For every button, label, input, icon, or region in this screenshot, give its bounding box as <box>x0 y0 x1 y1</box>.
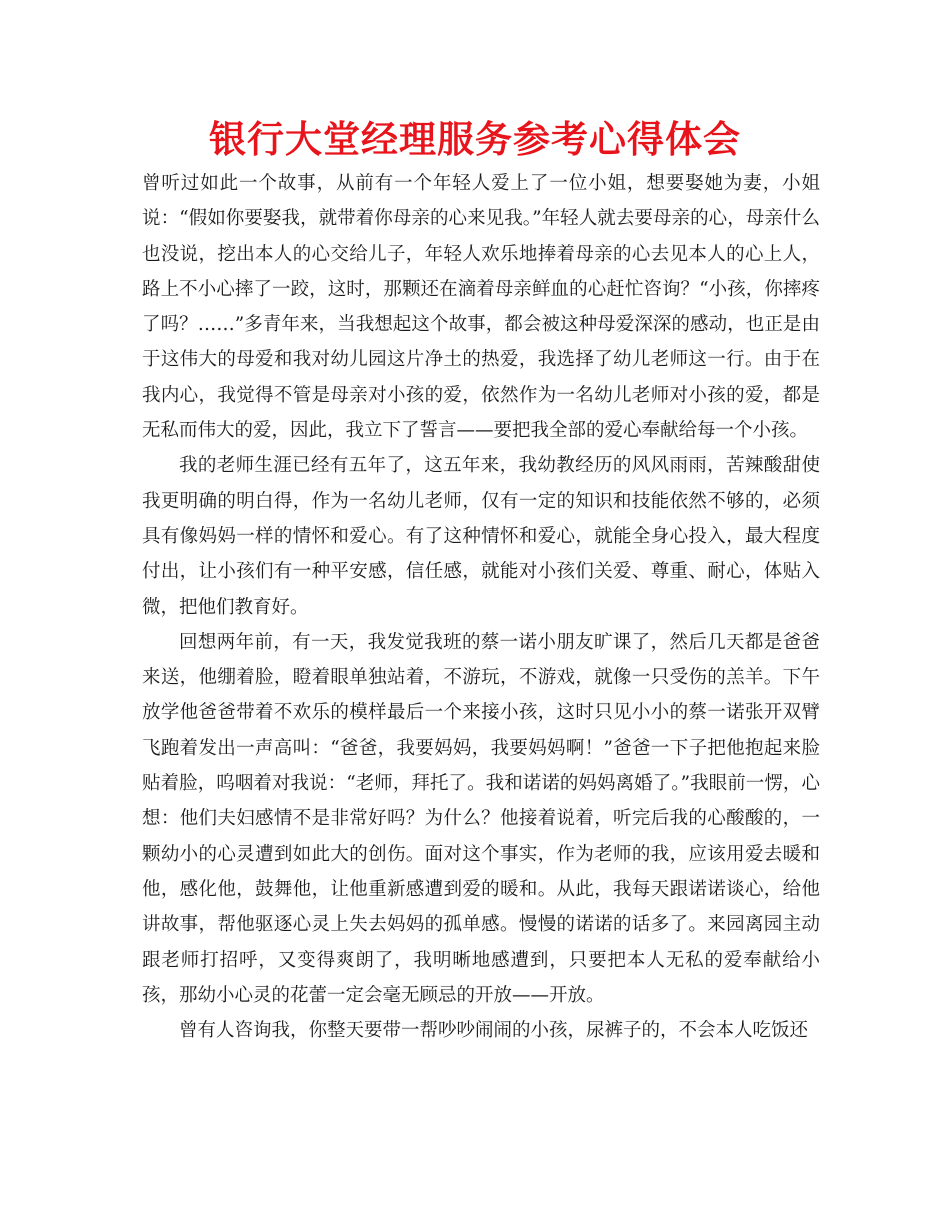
paragraph-1: 曾听过如此一个故事，从前有一个年轻人爱上了一位小姐，想要娶她为妻，小姐说：“假如你要娶我，就带着你母亲的心来见我。”年轻人就去要母亲的心，母亲什么也没说，挖出本人的心交给儿子，年轻人欢乐地捧着母亲的心去见本人的心上人，路上不小心摔了一跤，这时，那颗还在滴着母亲鲜血的心赶忙咨询？“小孩，你摔疼了吗？……”多青年来，当我想起这个故事，都会被这种母爱深深的感动，也正是由于这伟大的母爱和我对幼儿园这片净土的热爱，我选择了幼儿老师这一行。由于在我内心，我觉得不管是母亲对小孩的爱，依然作为一名幼儿老师对小孩的爱，都是无私而伟大的爱，因此，我立下了誓言——要把我全部的爱心奉献给每一个小孩。 <box>142 173 820 442</box>
document-title: 银行大堂经理服务参考心得体会 <box>209 118 741 161</box>
paragraph-4: 曾有人咨询我，你整天要带一帮吵吵闹闹的小孩，尿裤子的，不会本人吃饭还 <box>179 1020 809 1042</box>
paragraph-2: 我的老师生涯已经有五年了，这五年来，我幼教经历的风风雨雨，苦辣酸甜使我更明确的明白得，作为一名幼儿老师，仅有一定的知识和技能依然不够的，必须具有像妈妈一样的情怀和爱心。有了这种情怀和爱心，就能全身心投入，最大程度付出，让小孩们有一种平安感，信任感，就能对小孩们关爱、尊重、耐心，体贴入微，把他们教育好。 <box>142 455 820 618</box>
paragraph-3: 回想两年前，有一天，我发觉我班的蔡一诺小朋友旷课了，然后几天都是爸爸来送，他绷着脸，瞪着眼单独站着，不游玩，不游戏，就像一只受伤的羔羊。下午放学他爸爸带着不欢乐的模样最后一个来接小孩，这时只见小小的蔡一诺张开双臂飞跑着发出一声高叫：“爸爸，我要妈妈，我要妈妈啊！”爸爸一下子把他抱起来脸贴着脸，呜咽着对我说：“老师，拜托了。我和诺诺的妈妈离婚了。”我眼前一愣，心想：他们夫妇感情不是非常好吗？为什么？他接着说着，听完后我的心酸酸的，一颗幼小的心灵遭到如此大的创伤。面对这个事实，作为老师的我，应该用爱去暖和他，感化他，鼓舞他，让他重新感遭到爱的暖和。从此，我每天跟诺诺谈心，给他讲故事，帮他驱逐心灵上失去妈妈的孤单感。慢慢的诺诺的话多了。来园离园主动跟老师打招呼，又变得爽朗了，我明晰地感遭到，只要把本人无私的爱奉献给小孩，那幼小心灵的花蕾一定会毫无顾忌的开放——开放。 <box>142 631 820 1006</box>
document-body <box>142 166 820 1048</box>
